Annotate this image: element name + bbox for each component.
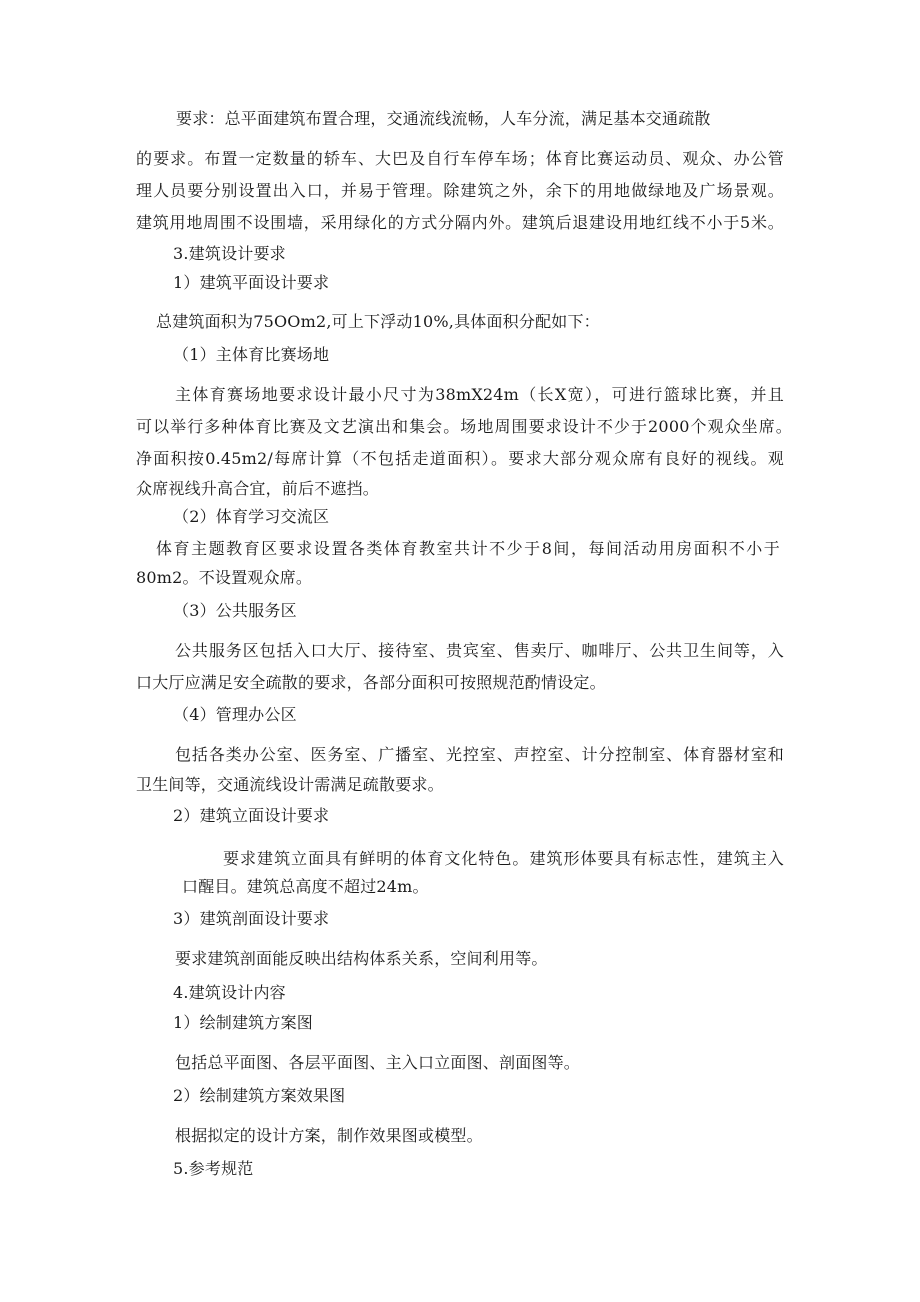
paragraph-line: 体育主题教育区要求设置各类体育教室共计不少于8间，每间活动用房面积不小于 (156, 539, 780, 558)
paragraph-line: 净面积按0.45m2/每席计算（不包括走道面积）。要求大部分观众席有良好的视线。观 (136, 449, 784, 468)
paragraph-line: 要求建筑立面具有鲜明的体育文化特色。建筑形体要具有标志性，建筑主入 (223, 849, 784, 868)
paragraph-line: 的要求。布置一定数量的轿车、大巴及自行车停车场；体育比赛运动员、观众、办公管 (136, 149, 784, 168)
subsection-heading: 2）建筑立面设计要求 (173, 806, 330, 825)
paragraph-line: 口大厅应满足安全疏散的要求，各部分面积可按照规范酌情设定。 (136, 673, 606, 692)
paragraph-line: 公共服务区包括入口大厅、接待室、贵宾室、售卖厅、咖啡厅、公共卫生间等，入 (175, 641, 784, 660)
paragraph-line: 卫生间等，交通流线设计需满足疏散要求。 (136, 775, 444, 794)
paragraph-line: 可以举行多种体育比赛及文艺演出和集会。场地周围要求设计不少于2000个观众坐席。 (136, 417, 792, 436)
paragraph-line: 理人员要分别设置出入口，并易于管理。除建筑之外，余下的用地做绿地及广场景观。 (136, 181, 784, 200)
subsection-heading: 3）建筑剖面设计要求 (173, 909, 330, 928)
paragraph-line: 根据拟定的设计方案，制作效果图或模型。 (175, 1126, 483, 1145)
item-heading: （1）主体育比赛场地 (173, 345, 330, 364)
section-heading: 5.参考规范 (173, 1159, 254, 1178)
paragraph-line: 主体育赛场地要求设计最小尺寸为38mX24m（长X宽），可进行篮球比赛，并且 (175, 385, 784, 404)
subsection-heading: 1）建筑平面设计要求 (173, 273, 330, 292)
section-heading: 4.建筑设计内容 (173, 983, 286, 1002)
item-heading: （3）公共服务区 (173, 601, 297, 620)
item-heading: （2）体育学习交流区 (173, 507, 330, 526)
paragraph-line: 要求建筑剖面能反映出结构体系关系，空间利用等。 (175, 949, 548, 968)
paragraph-line: 要求：总平面建筑布置合理，交通流线流畅，人车分流，满足基本交通疏散 (176, 109, 711, 128)
paragraph-line: 众席视线升高合宜，前后不遮挡。 (136, 479, 380, 498)
paragraph-line: 口醒目。建筑总高度不超过24m。 (182, 877, 429, 896)
section-heading: 3.建筑设计要求 (173, 244, 286, 263)
paragraph-line: 总建筑面积为75OOm2,可上下浮动10%,具体面积分配如下： (156, 312, 600, 331)
paragraph-line: 包括各类办公室、医务室、广播室、光控室、声控室、计分控制室、体育器材室和 (175, 745, 784, 764)
subsection-heading: 2）绘制建筑方案效果图 (173, 1086, 346, 1105)
paragraph-line: 80m2。不设置观众席。 (136, 568, 313, 587)
item-heading: （4）管理办公区 (173, 705, 297, 724)
paragraph-line: 建筑用地周围不设围墙，采用绿化的方式分隔内外。建筑后退建设用地红线不小于5米。 (136, 213, 784, 232)
paragraph-line: 包括总平面图、各层平面图、主入口立面图、剖面图等。 (175, 1053, 581, 1072)
subsection-heading: 1）绘制建筑方案图 (173, 1013, 313, 1032)
